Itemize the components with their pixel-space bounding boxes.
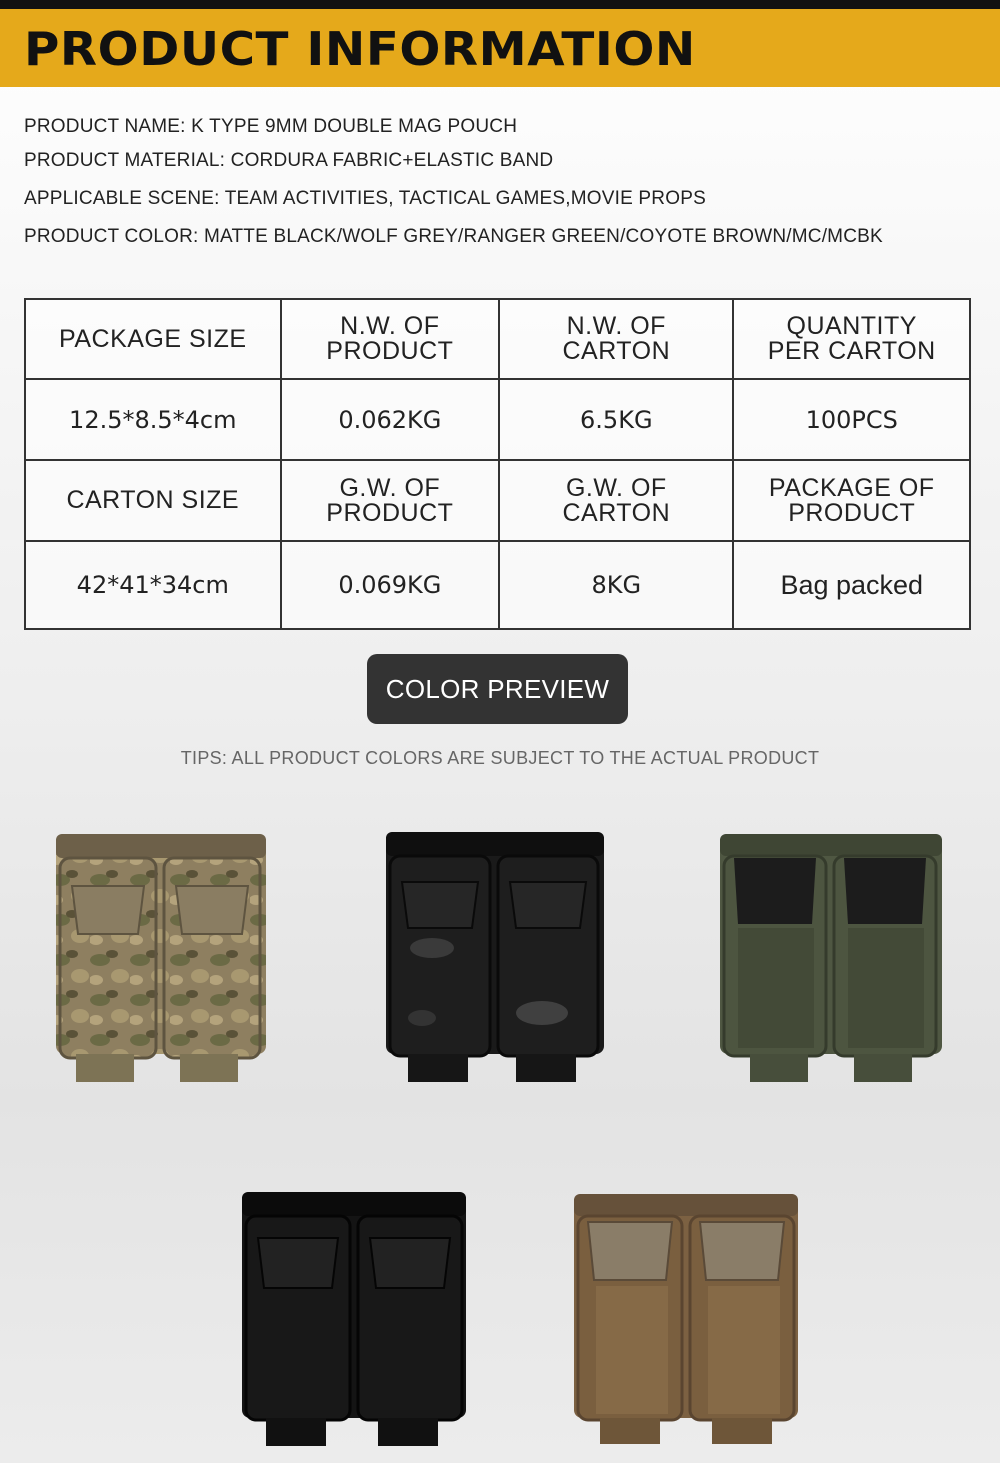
pouch-image-multicam bbox=[50, 828, 272, 1086]
header-banner bbox=[0, 9, 1000, 87]
header-gw-carton: G.W. OF CARTON bbox=[499, 460, 733, 541]
page-title: PRODUCT INFORMATION bbox=[24, 22, 696, 76]
pouch-image-matte-black bbox=[238, 1188, 470, 1450]
pouch-image-ranger-green bbox=[714, 828, 946, 1086]
header-nw-carton: N.W. OF CARTON bbox=[499, 299, 733, 379]
table-row bbox=[25, 541, 970, 629]
header-package-size: PACKAGE SIZE bbox=[25, 299, 281, 379]
header-carton-size: CARTON SIZE bbox=[25, 460, 281, 541]
value-package-size: 12.5*8.5*4cm bbox=[25, 379, 281, 460]
header-gw-product: G.W. OF PRODUCT bbox=[281, 460, 500, 541]
pouch-image-coyote-brown bbox=[570, 1190, 802, 1448]
value-package-of-product: Bag packed bbox=[733, 541, 970, 629]
value-gw-product: 0.069KG bbox=[281, 541, 500, 629]
color-preview-button[interactable]: COLOR PREVIEW bbox=[367, 654, 628, 724]
table-row bbox=[25, 379, 970, 460]
color-tips: TIPS: ALL PRODUCT COLORS ARE SUBJECT TO THE ACTUAL PRODUCT bbox=[180, 748, 820, 768]
info-applicable-scene: APPLICABLE SCENE: TEAM ACTIVITIES, TACTICAL GAMES,MOVIE PROPS bbox=[24, 188, 706, 209]
info-product-color: PRODUCT COLOR: MATTE BLACK/WOLF GREY/RANGER GREEN/COYOTE BROWN/MC/MCBK bbox=[24, 226, 883, 247]
info-product-name: PRODUCT NAME: K TYPE 9MM DOUBLE MAG POUCH bbox=[24, 116, 518, 137]
table-row bbox=[25, 299, 970, 379]
header-nw-product: N.W. OF PRODUCT bbox=[281, 299, 500, 379]
header-quantity-per-carton: QUANTITY PER CARTON bbox=[733, 299, 970, 379]
header-package-of-product: PACKAGE OF PRODUCT bbox=[733, 460, 970, 541]
value-quantity-per-carton: 100PCS bbox=[733, 379, 970, 460]
info-product-material: PRODUCT MATERIAL: CORDURA FABRIC+ELASTIC BAND bbox=[24, 150, 554, 171]
pouch-image-multicam-black bbox=[382, 828, 608, 1086]
value-carton-size: 42*41*34cm bbox=[25, 541, 281, 629]
table-row bbox=[25, 460, 970, 541]
value-nw-product: 0.062KG bbox=[281, 379, 500, 460]
spec-table bbox=[24, 298, 971, 630]
top-dark-bar bbox=[0, 0, 1000, 9]
value-gw-carton: 8KG bbox=[499, 541, 733, 629]
value-nw-carton: 6.5KG bbox=[499, 379, 733, 460]
